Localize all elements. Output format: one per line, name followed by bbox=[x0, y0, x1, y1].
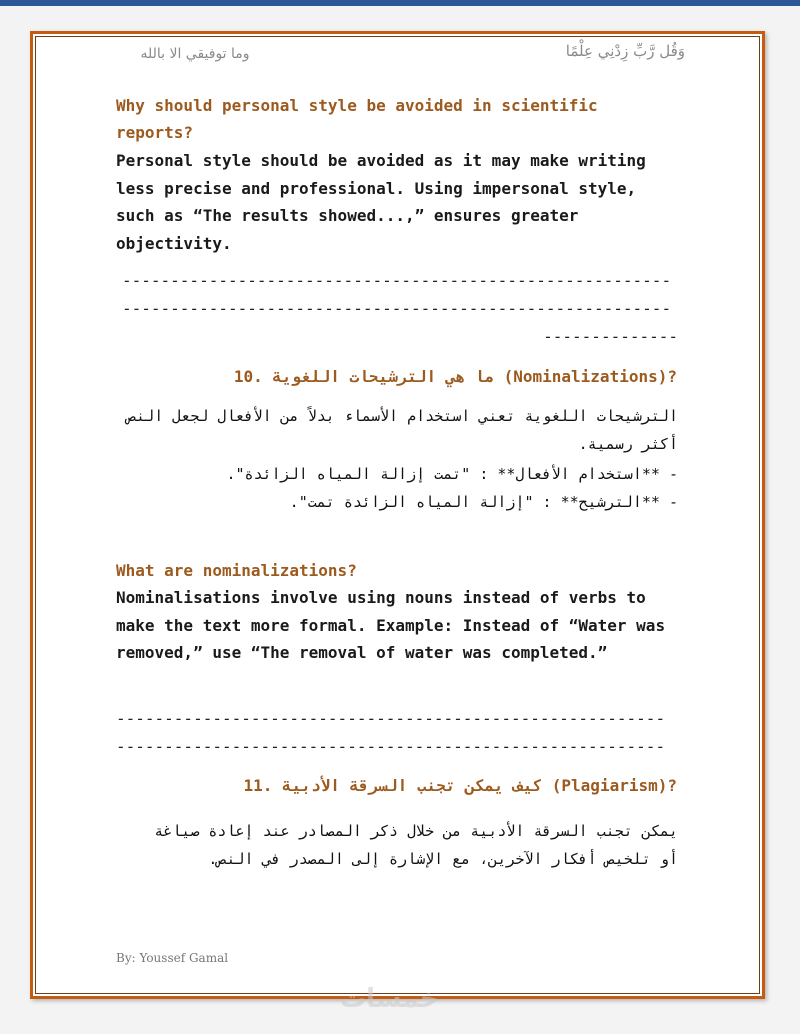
header-text: وما توفيقي الا بالله bbox=[140, 46, 250, 62]
question-title-arabic: 11. كيف يمكن تجنب السرقة الأدبية (Plagiarism)? bbox=[243, 776, 677, 795]
divider-line: --------------------------------------------------------- bbox=[116, 737, 666, 756]
arabic-paragraph: الترشيحات اللغوية تعني استخدام الأسماء بدلاً من الأفعال لجعل النص أكثر رسمية. bbox=[127, 407, 678, 453]
divider-line: --------------------------------------------------------- bbox=[122, 299, 672, 318]
arabic-paragraph: يمكن تجنب السرقة الأدبية من خلال ذكر المصادر عند إعادة صياغة أو تلخيص أفكار الآخرين، مع الإشارة إلى المصدر في النص. bbox=[154, 822, 678, 868]
header-verse: وَقُل رَّبِّ زِدْنِي عِلْمًا bbox=[565, 42, 685, 60]
answer-paragraph: Nominalisations involve using nouns instead of verbs to make the text more formal. Example: Instead of “Water was removed,” use “The removal of water was completed.” bbox=[116, 588, 666, 662]
arabic-bullet: - **الترشيح** : "إزالة المياه الزائدة تمت". bbox=[289, 493, 678, 511]
answer-paragraph: Personal style should be avoided as it may make writing less precise and professional. Using impersonal style, such as “The results showed...,” ensures greater objectivity. bbox=[116, 151, 646, 253]
question-title: What are nominalizations? bbox=[116, 561, 357, 580]
watermark-logo: خمسات bbox=[340, 984, 439, 1014]
divider-line: --------------------------------------------------------- bbox=[122, 271, 672, 290]
question-title: Why should personal style be avoided in scientific reports? bbox=[116, 96, 598, 142]
window-top-bar bbox=[0, 0, 800, 6]
divider-line: -------------- bbox=[543, 327, 678, 346]
divider-line: --------------------------------------------------------- bbox=[116, 709, 666, 728]
footer-author: By: Youssef Gamal bbox=[116, 951, 229, 965]
question-title-arabic: 10. ما هي الترشيحات اللغوية (Nominalizations)? bbox=[233, 367, 677, 386]
arabic-bullet: - **استخدام الأفعال** : "تمت إزالة المياه الزائدة". bbox=[226, 465, 678, 483]
